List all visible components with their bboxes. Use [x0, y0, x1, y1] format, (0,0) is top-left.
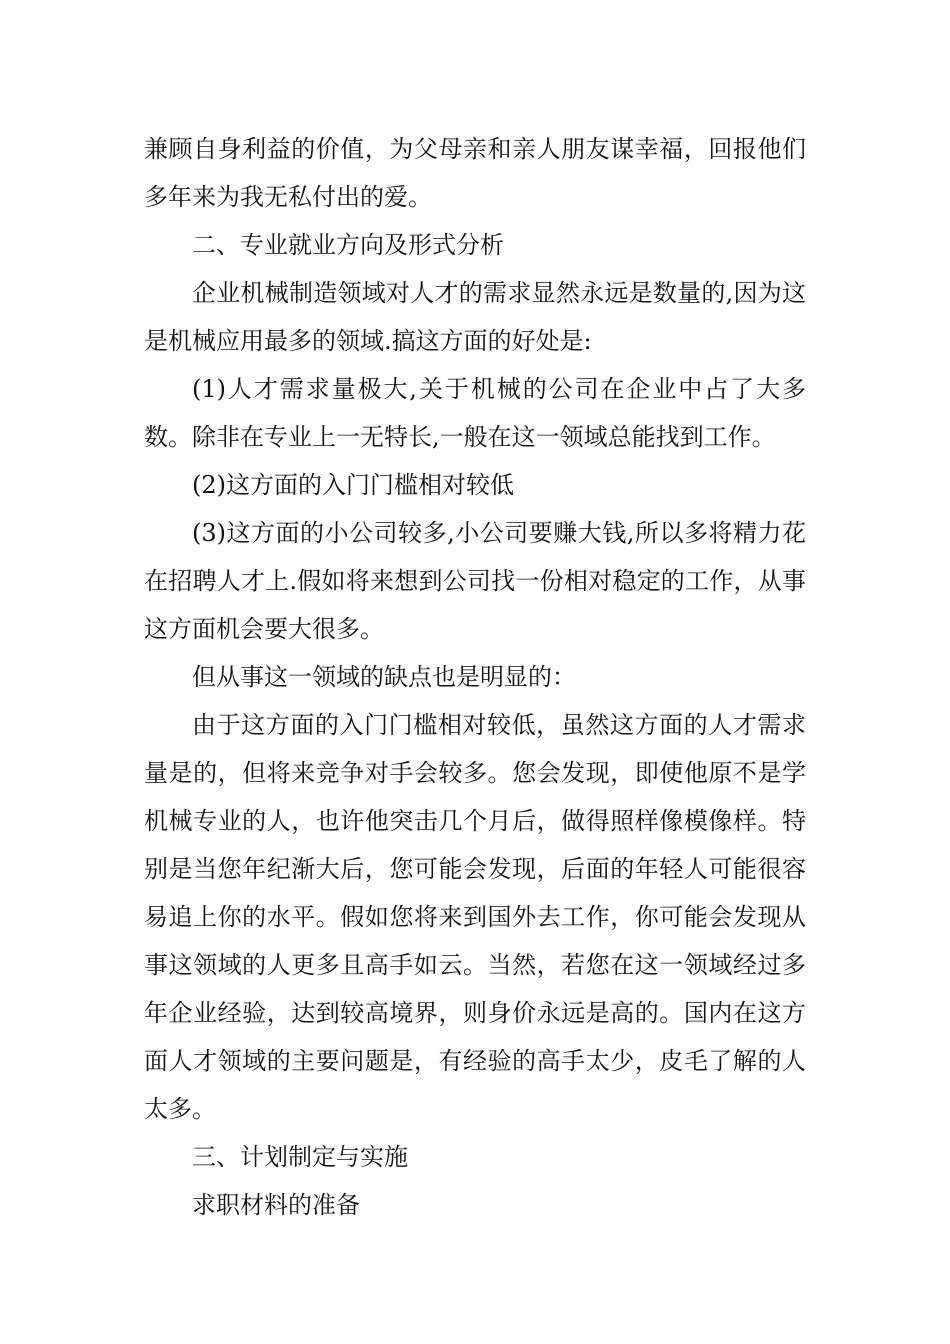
paragraph-continuation: 兼顾自身利益的价值，为父母亲和亲人朋友谋幸福，回报他们多年来为我无私付出的爱。 [144, 135, 806, 211]
list-item-3: (3)这方面的小公司较多,小公司要赚大钱,所以多将精力花在招聘人才上.假如将来想到公司找一份相对稳定的工作，从事这方面机会要大很多。 [144, 519, 806, 643]
list-item-2: (2)这方面的入门门槛相对较低 [192, 471, 514, 499]
list-item-1: (1)人才需求量极大,关于机械的公司在企业中占了大多数。除非在专业上一无特长,一般在这一领域总能找到工作。 [144, 375, 806, 451]
section-heading-2: 二、专业就业方向及形式分析 [192, 231, 504, 259]
section-heading-3: 三、计划制定与实施 [192, 1143, 408, 1171]
document-body [144, 125, 806, 1229]
paragraph-drawbacks-intro: 但从事这一领域的缺点也是明显的： [192, 663, 576, 691]
paragraph-drawbacks: 由于这方面的入门门槛相对较低，虽然这方面的人才需求量是的，但将来竞争对手会较多。您会发现，即使他原不是学机械专业的人，也许他突击几个月后，做得照样像模像样。特别是当您年纪渐大后，您可能会发现，后面的年轻人可能很容易追上你的水平。假如您将来到国外去工作，你可能会发现从事这领域的人更多且高手如云。当然，若您在这一领域经过多年企业经验，达到较高境界，则身价永远是高的。国内在这方面人才领域的主要问题是，有经验的高手太少，皮毛了解的人太多。 [144, 711, 806, 1123]
paragraph-intro: 企业机械制造领域对人才的需求显然永远是数量的,因为这是机械应用最多的领域.搞这方面的好处是: [144, 279, 806, 355]
subheading-materials: 求职材料的准备 [192, 1191, 360, 1219]
